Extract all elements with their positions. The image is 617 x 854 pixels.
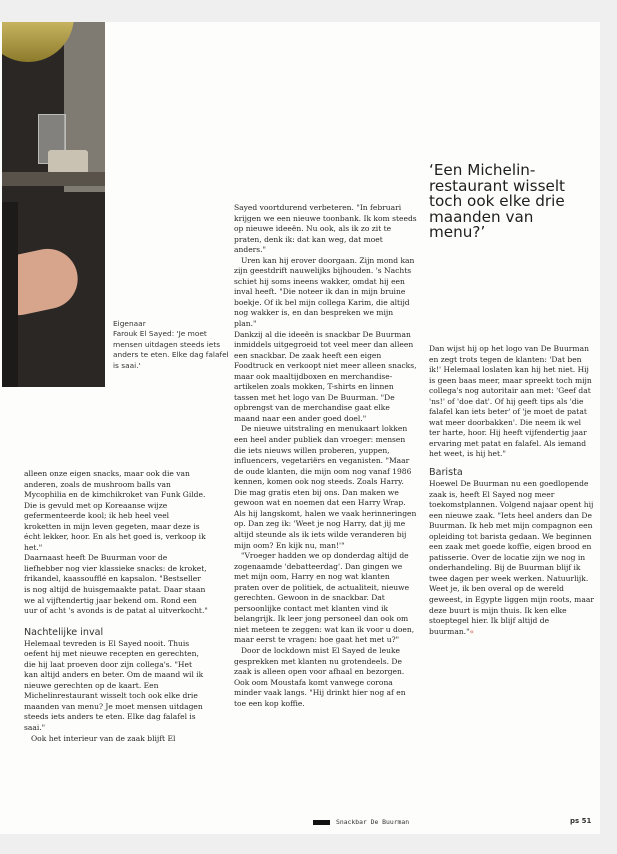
subheading: Barista <box>429 467 463 479</box>
paragraph: Sayed voortdurend verbeteren. "In februari krijgen we een nieuwe toonbank. Ik kom steeds op nieuwe ideeën. Nu ook, als ik zo zit te praten, denk ik: dat kan weg, dat moet anders." <box>234 203 417 255</box>
paragraph <box>429 479 594 637</box>
paragraph: Helemaal tevreden is El Sayed nooit. Thuis oefent hij met nieuwe recepten en gerechten, die hij laat proeven door zijn collega's. "Het kan altijd anders en beter. Om de maand wil ik nieuwe gerechten op de kaart. Een Michelinrestaurant wisselt toch ook elke drie maanden van menu? Je moet mensen uitdagen steeds iets anders te eten. Elke dag falafel is saai." <box>24 638 204 733</box>
subheading: Nachtelijke inval <box>24 626 104 638</box>
paragraph: Door de lockdown mist El Sayed de leuke gesprekken met klanten nu grotendeels. De zaak is alleen open voor afhaal en bezorgen. Ook oom Moustafa komt vanwege corona minder vaak langs. "Hij drinkt hier nog af en toe een kop koffie. <box>234 645 406 708</box>
page-footer <box>313 818 409 826</box>
article-column-2 <box>234 203 417 709</box>
paragraph: "Vroeger hadden we op donderdag altijd de zogenaamde 'debatteerdag'. Dan gingen we met mijn oom, Harry en nog wat klanten praten over de politiek, de actualiteit, nieuwe gerechten. Gewoon in de snackbar. Dat persoonlijke contact met klanten vind ik belangrijk. Ik leer jong personeel dan ook om niet meteen te zeggen: wat kan ik voor u doen, maar eerst te vragen: hoe gaat het met u?" <box>234 551 415 645</box>
footer-bar-icon <box>313 820 330 825</box>
page-number: ps 51 <box>570 817 592 825</box>
end-mark-icon: « <box>469 626 475 636</box>
article-column-3 <box>429 344 594 637</box>
paragraph: Dan wijst hij op het logo van De Buurman en zegt trots tegen de klanten: 'Dat ben ik!' Helemaal loslaten kan hij het niet. Hij is geen baas meer, maar spreekt toch mijn collega's nog autoritair aan met: 'Geef dat 'ns!' of 'doe dat'. Of hij geeft tips als 'die falafel kan iets beter' of 'je moet de patat wat meer doorbakken'. Die neem ik wel ter harte, hoor. Hij heeft vijfendertig jaar ervaring met patat en falafel. Als iemand het weet, is hij het." <box>429 344 592 459</box>
article-column-1 <box>24 469 208 744</box>
paragraph: Dankzij al die ideeën is snackbar De Buurman inmiddels uitgegroeid tot veel meer dan alleen een snackbar. De zaak heeft een eigen Foodtruck en verkoopt niet meer alleen snacks, maar ook maaltijdboxen en merchandise-artikelen zoals mokken, T-shirts en linnen tassen met het logo van De Buurman. "De opbrengst van de merchandise gaat elke maand naar een ander goed doel." <box>234 329 417 423</box>
paragraph: Daarnaast heeft De Buurman voor de liefhebber nog vier klassieke snacks: de kroket, frikandel, kaassoufflé en kapsalon. "Bestseller is nog altijd de huisgemaakte patat. Daar staan we al vijftendertig jaar bekend om. Rond een uur of acht 's avonds is de patat al uitverkocht." <box>24 553 208 616</box>
photo-owner <box>2 22 105 387</box>
magazine-page <box>0 22 600 834</box>
caption-text: Farouk El Sayed: 'Je moet mensen uitdagen steeds iets anders te eten. Elke dag falafel is saai.' <box>113 329 229 370</box>
footer-section: Snackbar De Buurman <box>336 818 410 826</box>
paragraph: alleen onze eigen snacks, maar ook die van anderen, zoals de mushroom balls van Mycophilia en de kimchikroket van Funk Gilde. Die is gevuld met op Koreaanse wijze gefermenteerde kool; ik heb heel veel kroketten in mijn leven gegeten, maar deze is écht lekker, hoor. En als het goed is, verkoop ik het." <box>24 469 206 552</box>
paragraph: Ook het interieur van de zaak blijft El <box>31 733 176 743</box>
photo-caption <box>113 319 231 371</box>
paragraph: Uren kan hij erover doorgaan. Zijn mond kan zijn geestdrift nauwelijks bijhouden. 's Nachts schiet hij soms ineens wakker, omdat hij een inval heeft. "Die noteer ik dan in mijn bruine boekje. Of ik bel mijn collega Karim, die altijd nog wakker is, en dan bespreken we mijn plan." <box>234 255 415 329</box>
paragraph: De nieuwe uitstraling en menukaart lokken een heel ander publiek dan vroeger: mensen die iets nieuws willen proberen, yuppen, influencers, vegetariërs en veganisten. "Maar de oude klanten, die mijn oom nog vanaf 1986 kennen, komen ook nog steeds. Zoals Harry. Die mag gratis eten bij ons. Dan maken we gewoon wat en noemen dat een Harry Wrap. Als hij langskomt, halen we vaak herinneringen op. Dan zeg ik: 'Weet je nog Harry, dat jij me altijd steunde als ik iets wilde veranderen bij mijn oom? En kijk nu, man!'" <box>234 424 417 550</box>
pull-quote: ‘Een Michelin-restaurant wisselt toch ook elke drie maanden van menu?’ <box>429 161 565 242</box>
paragraph-text: Hoewel De Buurman nu een goedlopende zaak is, heeft El Sayed nog meer toekomstplannen. Volgend najaar opent hij een nieuwe zaak. "Iets heel anders dan De Buurman. Ik heb met mijn compagnon een opleiding tot barista gedaan. We beginnen een zaak met goede koffie, eigen brood en patisserie. Over de locatie zijn we nog in onderhandeling. Bij de Buurman blijf ik twee dagen per week werken. Natuurlijk. Weet je, ik ben overal op de wereld geweest, in Egypte liggen mijn roots, maar deze buurt is mijn thuis. Ik ken elke stoeptegel hier. Ik blijf altijd de buurman." <box>429 479 594 636</box>
caption-title: Eigenaar <box>113 319 146 328</box>
